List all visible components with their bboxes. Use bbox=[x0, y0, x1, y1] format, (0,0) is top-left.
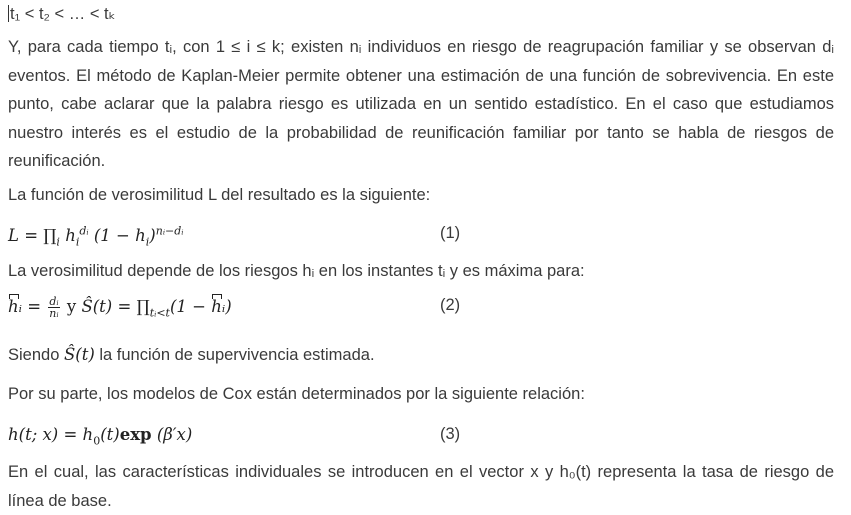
eq1-exp-nd: nᵢ−dᵢ bbox=[155, 224, 184, 237]
eq1-mid-sub: i bbox=[145, 234, 150, 248]
eq2-prod-sub: tᵢ<t bbox=[149, 306, 170, 320]
eq2-h-hat: h bbox=[8, 297, 19, 316]
eq1-lhs: L = ∏ bbox=[8, 225, 57, 245]
eq2-fraction bbox=[48, 296, 59, 319]
para4-post: la función de supervivencia estimada. bbox=[94, 346, 375, 364]
eq2-eq: = bbox=[27, 297, 42, 316]
paragraph-kaplan-meier: Y, para cada tiempo tᵢ, con 1 ≤ i ≤ k; existen nᵢ individuos en riesgo de reagrupación familiar y se observan dᵢ eventos. El método de Kaplan-Meier permite obtener una estimación de una función de sobrevivencia. En este punto, cabe aclarar que la palabra riesgo es utilizada en un sentido estadístico. En el caso que estudiamos nuestro interés es el estudio de la probabilidad de reunificación familiar por tanto se habla de riesgos de reunificación. bbox=[8, 38, 834, 170]
eq2-open: (1 − bbox=[169, 297, 212, 316]
eq2-h-sub: ᵢ bbox=[18, 297, 22, 316]
eq3-rest2: (β′x) bbox=[151, 425, 193, 444]
eq1-mid: (1 − h bbox=[93, 225, 146, 245]
paragraph-cox-intro: Por su parte, los modelos de Cox están determinados por la siguiente relación: bbox=[8, 385, 585, 403]
eq2-number: (2) bbox=[440, 296, 461, 314]
eq3-rest1: (t) bbox=[100, 425, 120, 444]
eq2-h-sub-2: ᵢ bbox=[221, 297, 226, 316]
eq3-text: h(t; x) = h bbox=[8, 425, 94, 444]
paragraph-likelihood-intro: La función de verosimilitud L del resultado es la siguiente: bbox=[8, 186, 431, 204]
eq1-close: ) bbox=[149, 225, 156, 245]
eq3-number: (3) bbox=[440, 425, 461, 443]
eq2-s-hat: Ŝ(t) = ∏ bbox=[81, 297, 150, 316]
paragraph-likelihood-max: La verosimilitud depende de los riesgos hᵢ en los instantes tᵢ y es máxima para: bbox=[8, 262, 585, 280]
eq1-number: (1) bbox=[440, 224, 461, 242]
eq2-close: ) bbox=[225, 297, 232, 316]
eq3-sub0: 0 bbox=[93, 434, 101, 448]
eq1-h: h bbox=[65, 225, 76, 245]
paragraph-cox-description: En el cual, las características individuales se introducen en el vector x y h₀(t) representa la tasa de riesgo de línea de base. bbox=[8, 463, 834, 510]
text-cursor bbox=[8, 5, 9, 22]
eq2-frac-num: dᵢ bbox=[49, 295, 59, 308]
eq2-frac-den: nᵢ bbox=[49, 307, 59, 320]
eq1-prod-sub: i bbox=[56, 234, 60, 248]
eq2-h-hat-2: h bbox=[211, 297, 222, 316]
eq1-h-sub: i bbox=[75, 234, 80, 248]
equation-3 bbox=[8, 425, 461, 448]
equation-2 bbox=[8, 295, 461, 320]
paragraph-survival-estimate bbox=[8, 345, 375, 365]
para4-math: Ŝ(t) bbox=[63, 345, 95, 364]
equation-1 bbox=[8, 224, 461, 248]
times-sequence-line bbox=[8, 4, 116, 24]
times-sequence: t₁ < t₂ < … < tₖ bbox=[10, 5, 116, 23]
para4-pre: Siendo bbox=[8, 346, 64, 364]
eq1-exp-d: dᵢ bbox=[79, 224, 89, 237]
eq3-exp: exp bbox=[119, 425, 152, 444]
eq2-conj: y bbox=[66, 297, 77, 316]
